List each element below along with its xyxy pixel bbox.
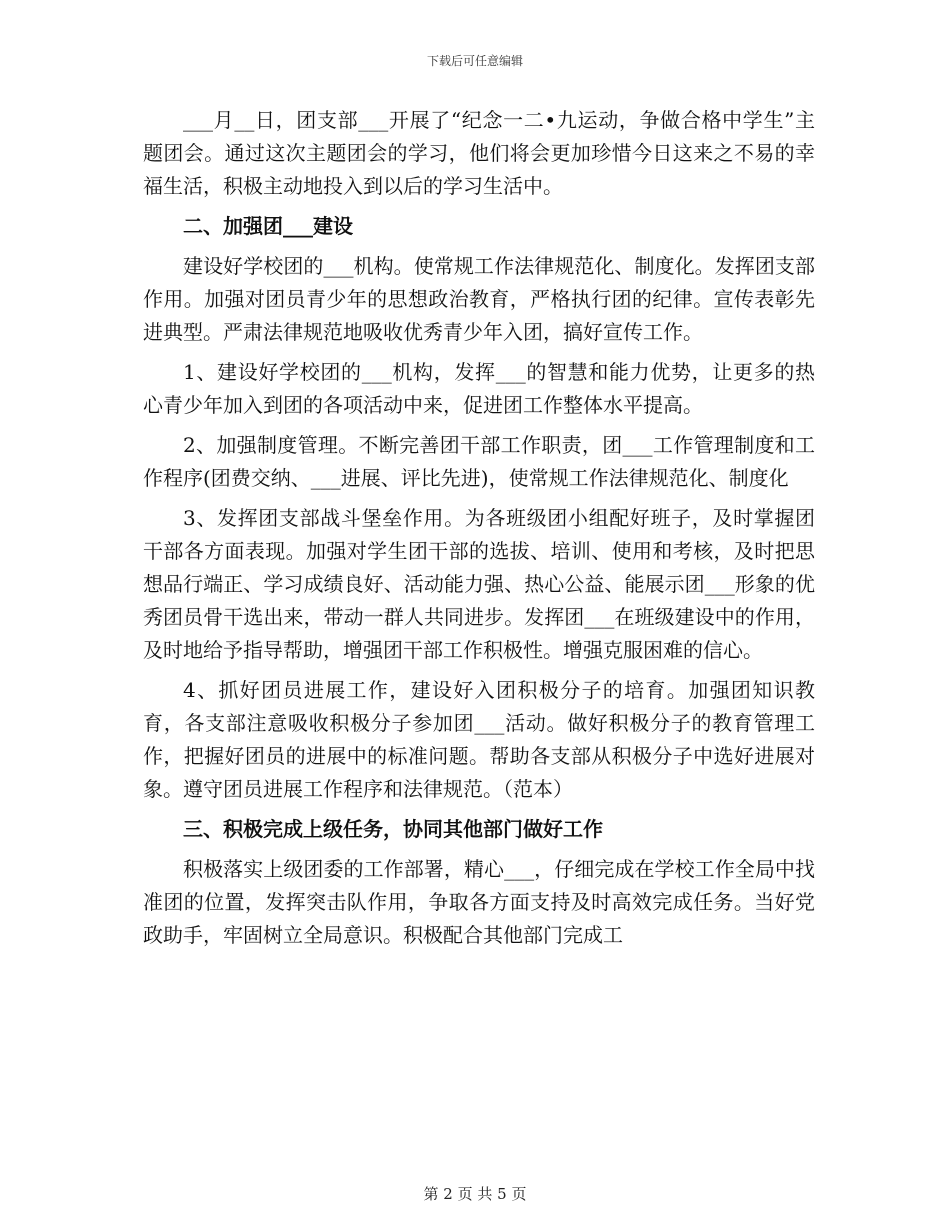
paragraph-1: ___月__日，团支部___开展了“纪念一二•九运动，争做合格中学生”主题团会。通过这次主题团会的学习，他们将会更加珍惜今日这来之不易的幸福生活，积极主动地投入到以后的学习生活中。 [143, 108, 815, 198]
paragraph-item-3: 3、发挥团支部战斗堡垒作用。为各班级团小组配好班子，及时掌握团干部各方面表现。加强对学生团干部的选拔、培训、使用和考核，及时把思想品行端正、学习成绩良好、活动能力强、热心公益、能展示团___形象的优秀团员骨干选出来，带动一群人共同进步。发挥团___在班级建设中的作用，及时地给予指导帮助，增强团干部工作积极性。增强克服困难的信心。 [143, 506, 815, 662]
paragraph-item-4: 4、抓好团员进展工作，建设好入团积极分子的培育。加强团知识教育，各支部注意吸收积极分子参加团___活动。做好积极分子的教育管理工作，把握好团员的进展中的标准问题。帮助各支部从积极分子中选好进展对象。遵守团员进展工作程序和法律规范。（范本） [143, 678, 815, 801]
paragraph-3: 积极落实上级团委的工作部署，精心___，仔细完成在学校工作全局中找准团的位置，发挥突击队作用，争取各方面支持及时高效完成任务。当好党政助手，牢固树立全局意识。积极配合其他部门完成工 [143, 857, 815, 947]
paragraph-item-1: 1、建设好学校团的___机构，发挥___的智慧和能力优势，让更多的热心青少年加入到团的各项活动中来，促进团工作整体水平提高。 [143, 360, 815, 417]
paragraph-item-2: 2、加强制度管理。不断完善团干部工作职责，团___工作管理制度和工作程序(团费交纳、___进展、评比先进)，使常规工作法律规范化、制度化 [143, 433, 815, 490]
section-heading-3: 三、积极完成上级任务，协同其他部门做好工作 [183, 817, 603, 841]
page-footer: 第 2 页 共 5 页 [423, 1185, 527, 1203]
paragraph-2: 建设好学校团的___机构。使常规工作法律规范化、制度化。发挥团支部作用。加强对团员青少年的思想政治教育，严格执行团的纪律。宣传表彰先进典型。严肃法律规范地吸收优秀青少年入团，搞好宣传工作。 [143, 254, 815, 344]
document-body [143, 104, 815, 959]
section-heading-2: 二、加强团___建设 [183, 214, 353, 238]
page-header: 下载后可任意编辑 [426, 54, 523, 68]
